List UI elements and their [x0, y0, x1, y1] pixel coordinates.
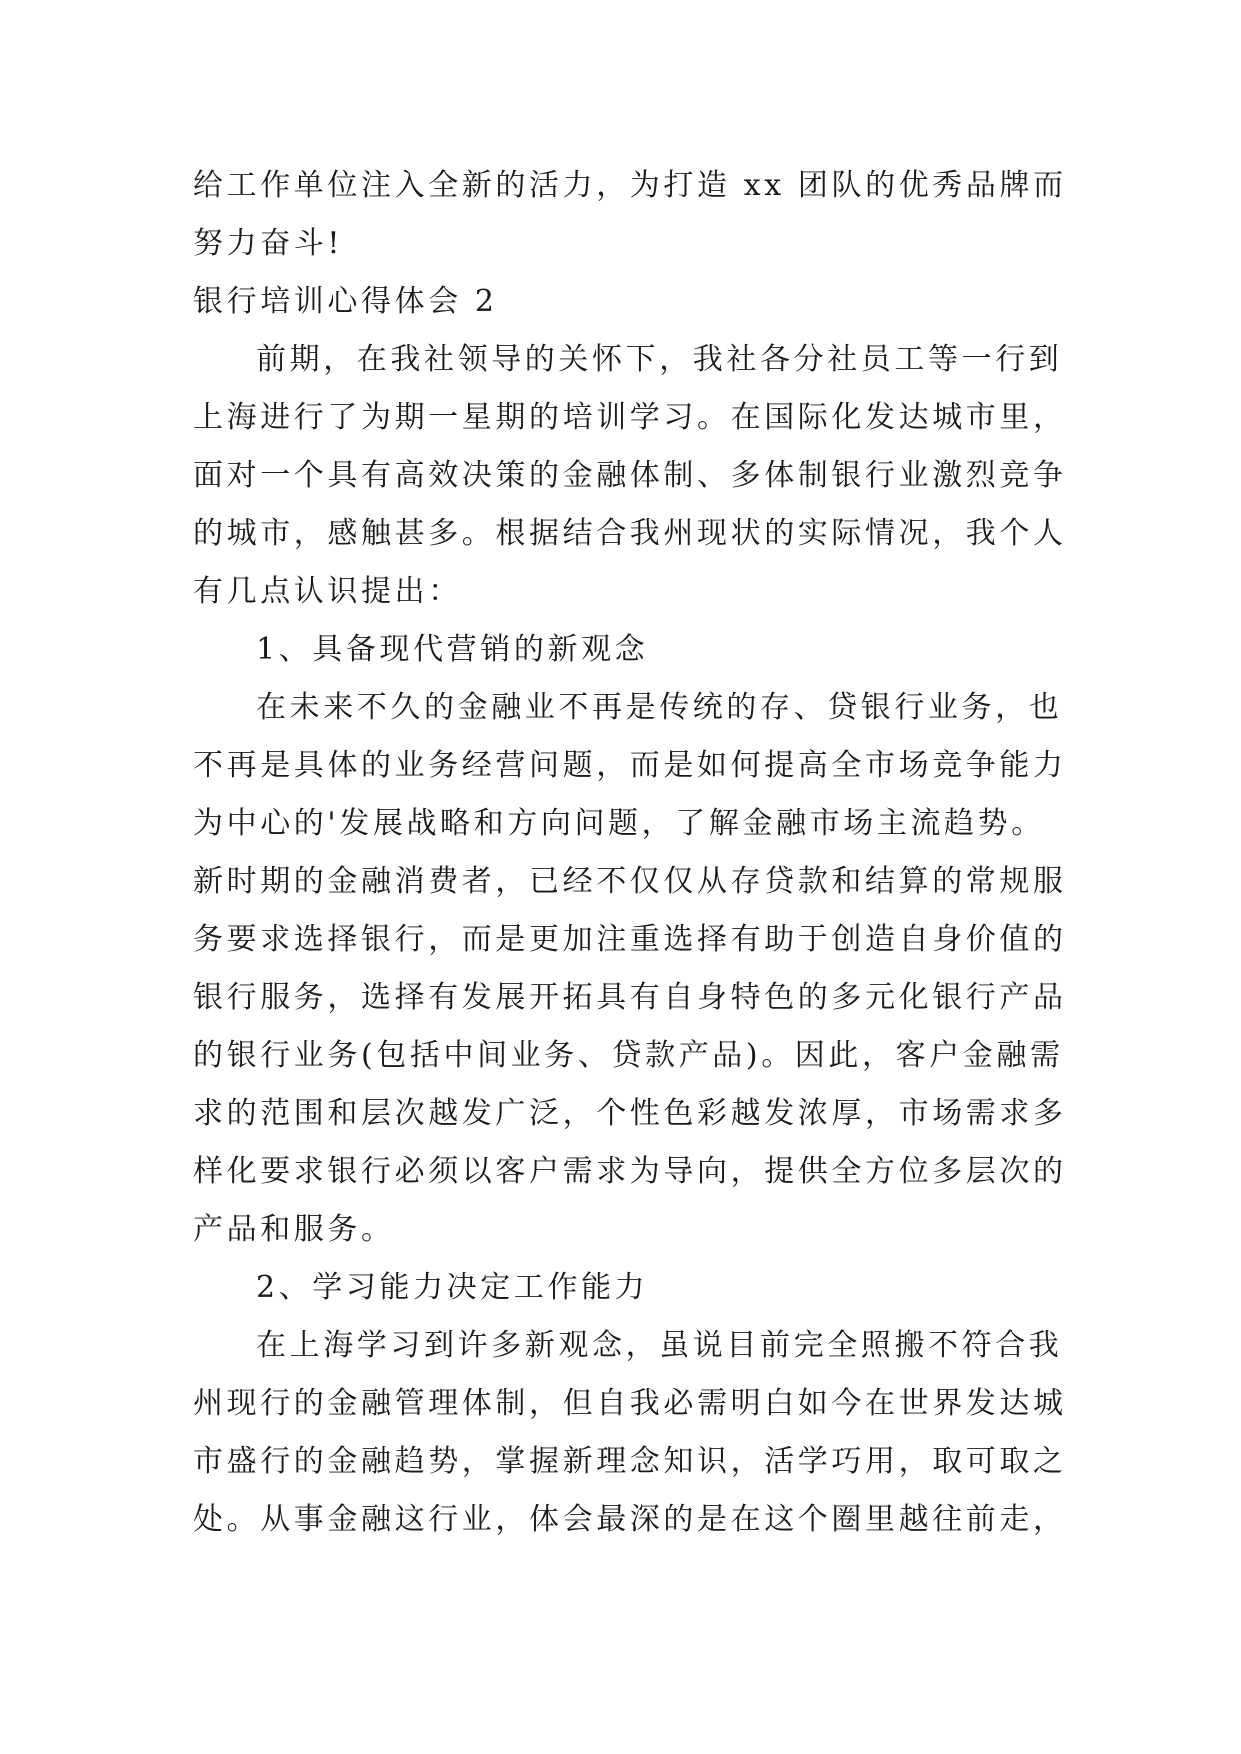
text-line: 在未来不久的金融业不再是传统的存、贷银行业务，也 [256, 690, 1063, 725]
text-line: 求的范围和层次越发广泛，个性色彩越发浓厚，市场需求多 [193, 1096, 1067, 1131]
text-line: 的城市，感触甚多。根据结合我州现状的实际情况，我个人 [193, 516, 1067, 551]
text-line: 的银行业务(包括中间业务、贷款产品)。因此，客户金融需 [193, 1038, 1064, 1073]
text-line: 为中心的'发展战略和方向问题，了解金融市场主流趋势。 [193, 806, 1045, 841]
text-line: 给工作单位注入全新的活力，为打造 xx 团队的优秀品牌而 [193, 168, 1067, 203]
text-line: 有几点认识提出： [193, 574, 462, 609]
text-line: 样化要求银行必须以客户需求为导向，提供全方位多层次的 [193, 1154, 1067, 1189]
text-line: 面对一个具有高效决策的金融体制、多体制银行业激烈竞争 [193, 458, 1067, 493]
text-line: 务要求选择银行，而是更加注重选择有助于创造自身价值的 [193, 922, 1067, 957]
text-line: 银行服务，选择有发展开拓具有自身特色的多元化银行产品 [193, 980, 1067, 1015]
text-line: 新时期的金融消费者，已经不仅仅从存贷款和结算的常规服 [193, 864, 1067, 899]
subheading: 1、具备现代营销的新观念 [256, 632, 649, 667]
subheading: 2、学习能力决定工作能力 [256, 1270, 649, 1305]
text-line: 处。从事金融这行业，体会最深的是在这个圈里越往前走， [193, 1502, 1067, 1537]
text-line: 上海进行了为期一星期的培训学习。在国际化发达城市里， [193, 400, 1067, 435]
text-line: 州现行的金融管理体制，但自我必需明白如今在世界发达城 [193, 1386, 1067, 1421]
text-line: 在上海学习到许多新观念，虽说目前完全照搬不符合我 [256, 1328, 1063, 1363]
document-body [193, 157, 1067, 1549]
text-line: 努力奋斗! [193, 226, 344, 261]
text-line: 不再是具体的业务经营问题，而是如何提高全市场竞争能力 [193, 748, 1067, 783]
text-line: 前期，在我社领导的关怀下，我社各分社员工等一行到 [256, 342, 1063, 377]
text-line: 市盛行的金融趋势，掌握新理念知识，活学巧用，取可取之 [193, 1444, 1067, 1479]
section-heading: 银行培训心得体会 2 [193, 284, 498, 319]
text-line: 产品和服务。 [193, 1212, 395, 1247]
